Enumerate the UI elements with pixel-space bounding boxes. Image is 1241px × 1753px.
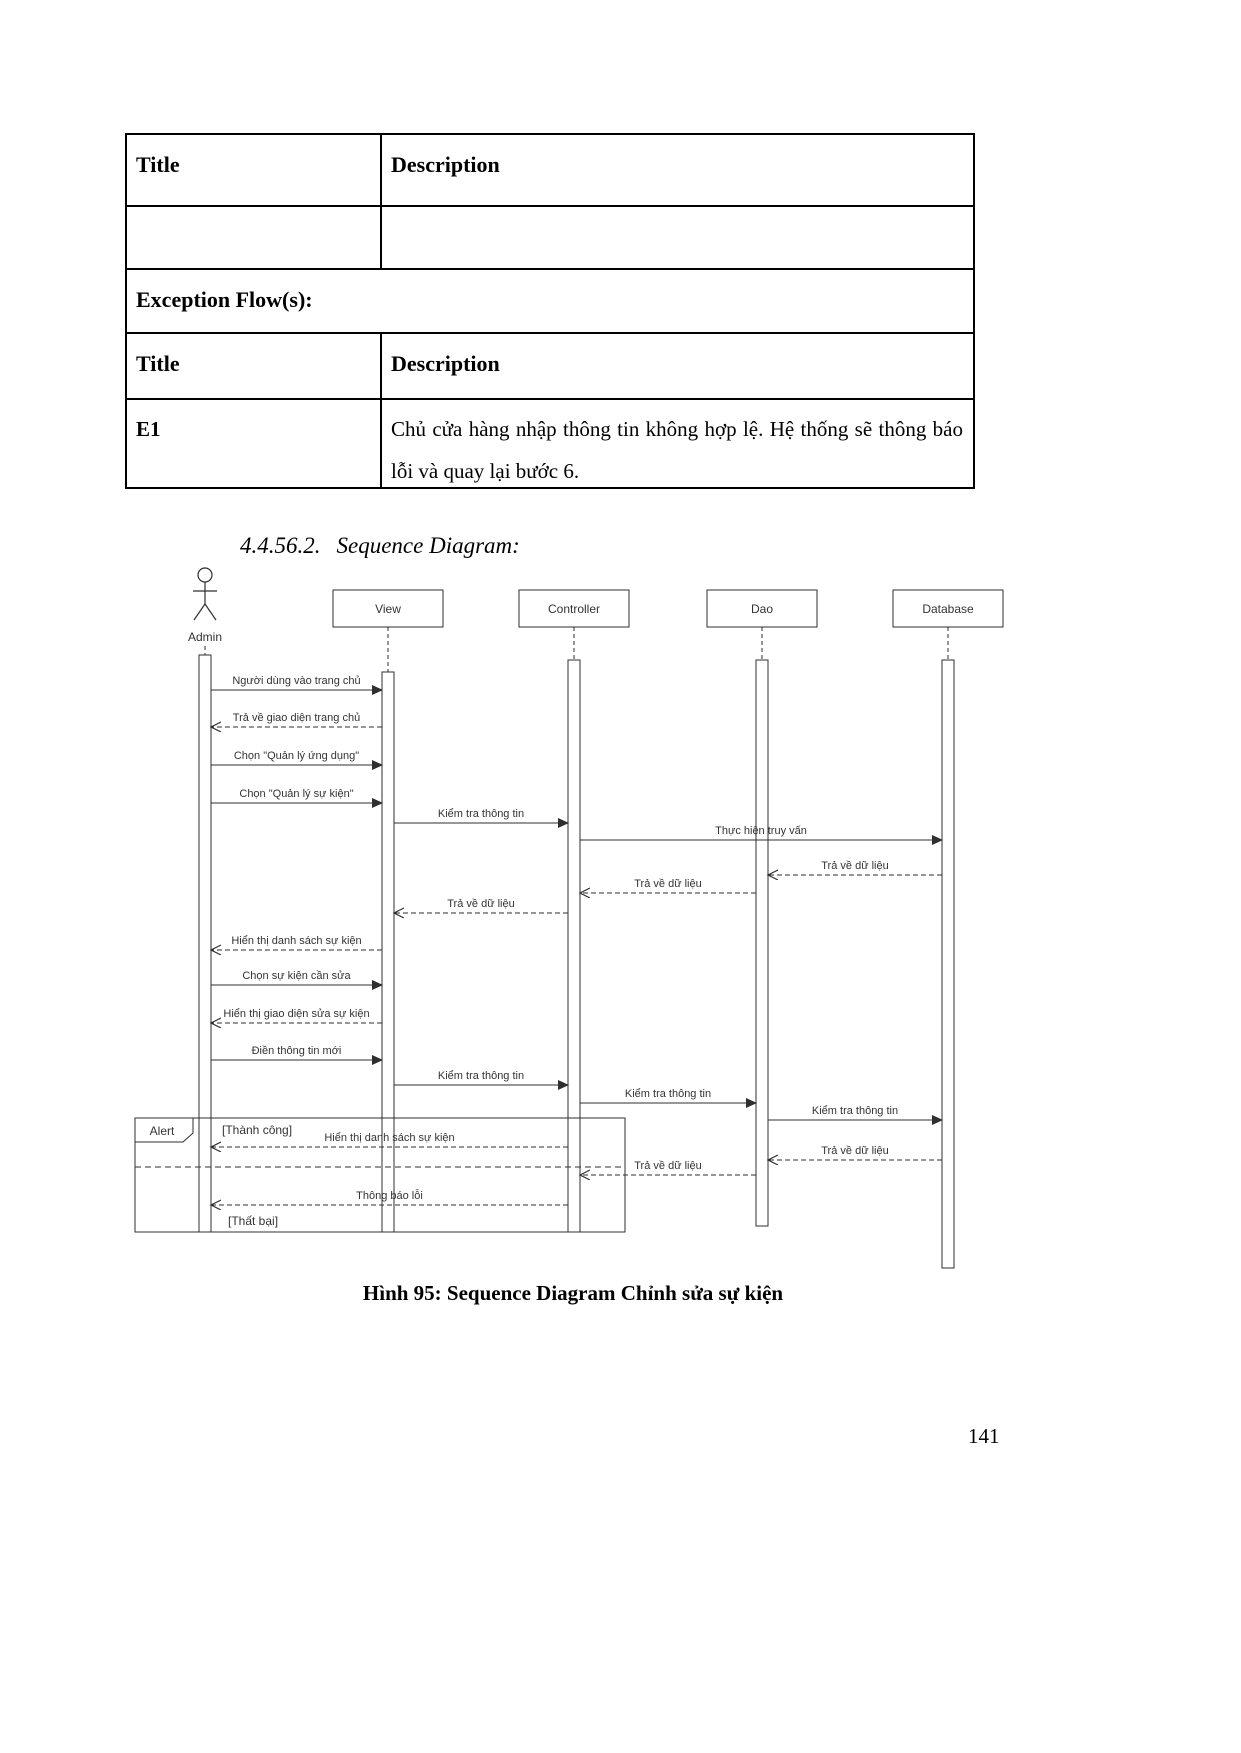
- activation-bar: [199, 655, 211, 1232]
- message-label: Điền thông tin mới: [251, 1045, 342, 1057]
- message-label: Chọn "Quản lý sự kiện": [239, 788, 354, 800]
- message-label: Kiểm tra thông tin: [437, 808, 525, 820]
- table-empty-cell: [382, 207, 975, 270]
- actor-leg-icon: [194, 604, 205, 620]
- table-row: [127, 270, 975, 334]
- table-header-title: Title: [127, 334, 382, 400]
- table-header-description: Description: [382, 135, 975, 207]
- actor-leg-icon: [205, 604, 216, 620]
- message-label: Trả về dữ liệu: [447, 898, 515, 910]
- actor-label: Admin: [187, 630, 223, 644]
- message-label: Hiển thị giao diện sửa sự kiện: [223, 1008, 370, 1020]
- message-label: Người dùng vào trang chủ: [232, 675, 361, 687]
- message-label: Kiểm tra thông tin: [437, 1070, 525, 1082]
- activation-bar: [756, 660, 768, 1226]
- message-label: Thực hiện truy vấn: [715, 825, 807, 837]
- message-label: Trả về giao diện trang chủ: [232, 712, 361, 724]
- section-heading: [240, 533, 520, 559]
- section-title: Sequence Diagram:: [336, 533, 520, 558]
- actor-head-icon: [198, 568, 212, 582]
- use-case-table: [125, 133, 975, 489]
- lifeline-label: View: [375, 602, 401, 616]
- message-label: Hiển thị danh sách sự kiện: [231, 935, 362, 947]
- guard-label: [Thất bại]: [228, 1214, 279, 1228]
- message-label: Trả về dữ liệu: [634, 1160, 702, 1172]
- table-row: [127, 207, 975, 270]
- message-label: Trả về dữ liệu: [821, 860, 889, 872]
- figure-caption: Hình 95: Sequence Diagram Chỉnh sửa sự kiện: [362, 1281, 784, 1305]
- lifeline-label: Database: [922, 602, 974, 616]
- alt-frame-label: Alert: [149, 1124, 175, 1138]
- activation-bar: [942, 660, 954, 1268]
- exception-flows-label: Exception Flow(s):: [127, 270, 975, 334]
- table-empty-cell: [127, 207, 382, 270]
- table-row: [127, 135, 975, 207]
- message-label: Kiểm tra thông tin: [811, 1105, 899, 1117]
- message-label: Chọn sự kiện cần sửa: [242, 970, 351, 982]
- table-row: [127, 400, 975, 489]
- exception-id-cell: E1: [127, 400, 382, 489]
- message-label: Kiểm tra thông tin: [624, 1088, 712, 1100]
- message-label: Trả về dữ liệu: [821, 1145, 889, 1157]
- activation-bar: [568, 660, 580, 1232]
- table-header-description: Description: [382, 334, 975, 400]
- lifeline-label: Dao: [750, 602, 774, 616]
- section-number: 4.4.56.2.: [240, 533, 321, 558]
- table-header-title: Title: [127, 135, 382, 207]
- message-label: Trả về dữ liệu: [634, 878, 702, 890]
- activation-bar: [382, 672, 394, 1232]
- message-label: Thông báo lỗi: [356, 1190, 423, 1202]
- lifeline-label: Controller: [547, 602, 601, 616]
- table-row: [127, 334, 975, 400]
- page-number: 141: [968, 1424, 1000, 1448]
- message-label: Hiển thị danh sách sự kiện: [324, 1132, 455, 1144]
- guard-label: [Thành công]: [222, 1123, 293, 1137]
- exception-description-cell: Chủ cửa hàng nhập thông tin không hợp lệ. Hệ thống sẽ thông báo lỗi và quay lại bước 6.: [382, 400, 975, 489]
- message-label: Chọn "Quản lý ứng dụng": [233, 750, 360, 762]
